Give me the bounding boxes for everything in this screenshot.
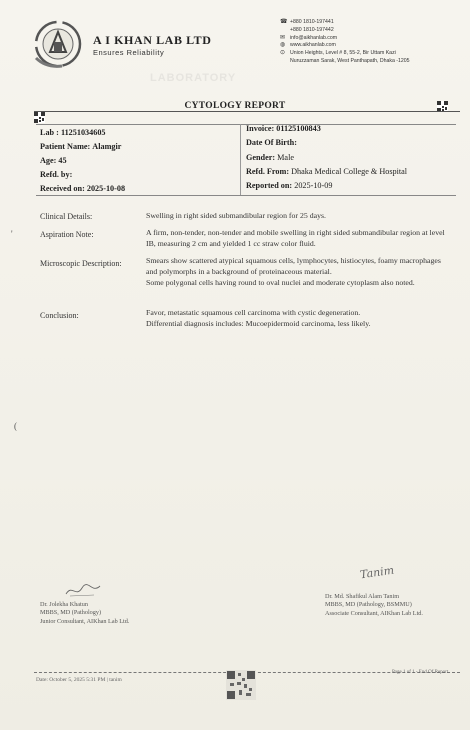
qr-code-icon — [226, 670, 256, 700]
info-column-divider — [240, 124, 241, 196]
right-signatory-title: Associate Consultant, AIKhan Lab Ltd. — [325, 609, 423, 617]
patient-gender: Gender: Male — [246, 153, 294, 162]
right-signatory-name: Dr. Md. Shafikul Alam Tanim — [325, 593, 400, 600]
left-signatory-title: Junior Consultant, AIKhan Lab Ltd. — [40, 617, 130, 625]
clinical-details-label: Clinical Details: — [40, 212, 93, 221]
conclusion-label: Conclusion: — [40, 311, 79, 320]
conclusion-text-1: Favor, metastatic squamous cell carcinoma with cystic degeneration. — [146, 308, 361, 317]
patient-name: Patient Name: Alamgir — [40, 142, 122, 151]
received-on: Received on: 2025-10-08 — [40, 184, 126, 193]
company-tagline: Ensures Reliability — [93, 48, 165, 57]
qr-code-icon — [34, 112, 45, 123]
right-signature: Tanim — [359, 563, 395, 582]
info-bottom-border — [36, 195, 456, 196]
email-icon: ✉ — [280, 34, 286, 41]
title-divider — [34, 111, 460, 112]
left-signatory-name: Dr. Jolekha Khatun — [40, 601, 88, 608]
margin-mark: ( — [14, 421, 17, 431]
left-signature-icon — [64, 580, 102, 600]
company-logo-icon — [32, 18, 84, 70]
location-icon: ⊙ — [280, 50, 286, 57]
phone-icon: ☎ — [280, 19, 288, 25]
margin-mark: ' — [11, 229, 13, 239]
microscopic-description-text-1: Smears show scattered atypical squamous cells, lymphocytes, histiocytes, foamy macrophages and polymorphs in a background of proteinaceous material. — [146, 256, 441, 276]
referred-from: Refd. From: Dhaka Medical College & Hospital — [246, 167, 408, 176]
right-signatory-degree: MBBS, MD (Pathology, BSMMU) — [325, 601, 412, 609]
phone-2: +880 1810-197442 — [290, 26, 334, 33]
conclusion-text-2: Differential diagnosis includes: Mucoepidermoid carcinoma, less likely. — [146, 319, 371, 328]
invoice-number: Invoice: 01125100843 — [246, 124, 321, 133]
date-of-birth: Date Of Birth: — [246, 138, 297, 147]
left-signatory-degree: MBBS, MD (Pathology) — [40, 609, 102, 617]
clinical-details-text: Swelling in right sided submandibular region for 25 days. — [146, 211, 326, 220]
website-url: www.aikhanlab.com — [290, 42, 336, 49]
lab-number: Lab : 11251034605 — [40, 128, 106, 137]
aspiration-note-label: Aspiration Note: — [40, 230, 94, 239]
microscopic-description-text-2: Some polygonal cells having round to oval nuclei and moderate cytoplasm also noted. — [146, 278, 415, 287]
watermark: LABORATORY — [150, 72, 237, 84]
left-signatory-block — [40, 601, 129, 626]
microscopic-description-label: Microscopic Description: — [40, 259, 122, 268]
patient-age: Age: 45 — [40, 156, 67, 165]
footer-date: Date: October 5, 2025 5:31 PM | tanim — [36, 677, 122, 683]
contact-block — [280, 19, 468, 66]
email-address: info@aikhanlab.com — [290, 34, 338, 41]
company-name: A I KHAN LAB LTD — [93, 33, 212, 47]
footer-page: Page 1 of 1 - End Of Report — [392, 670, 449, 675]
right-signatory-block — [325, 593, 423, 618]
reported-on: Reported on: 2025-10-09 — [246, 181, 333, 190]
aspiration-note-text: A firm, non-tender, non-tender and mobile swelling in right sided submandibular region at level IB, measuring 2 cm and yielded 1 cc straw color fluid. — [146, 228, 445, 248]
referred-by: Refd. by: — [40, 170, 73, 179]
report-title: CYTOLOGY REPORT — [184, 101, 286, 111]
phone-1: +880 1810-197441 — [290, 19, 334, 25]
address-line-1: Union Heights, Level # 8, 55-2, Bir Uttam Kazi — [290, 50, 396, 57]
web-icon: ◍ — [280, 42, 286, 49]
address-line-2: Nuruzzaman Sarak, West Panthapath, Dhaka -1205 — [290, 57, 410, 64]
